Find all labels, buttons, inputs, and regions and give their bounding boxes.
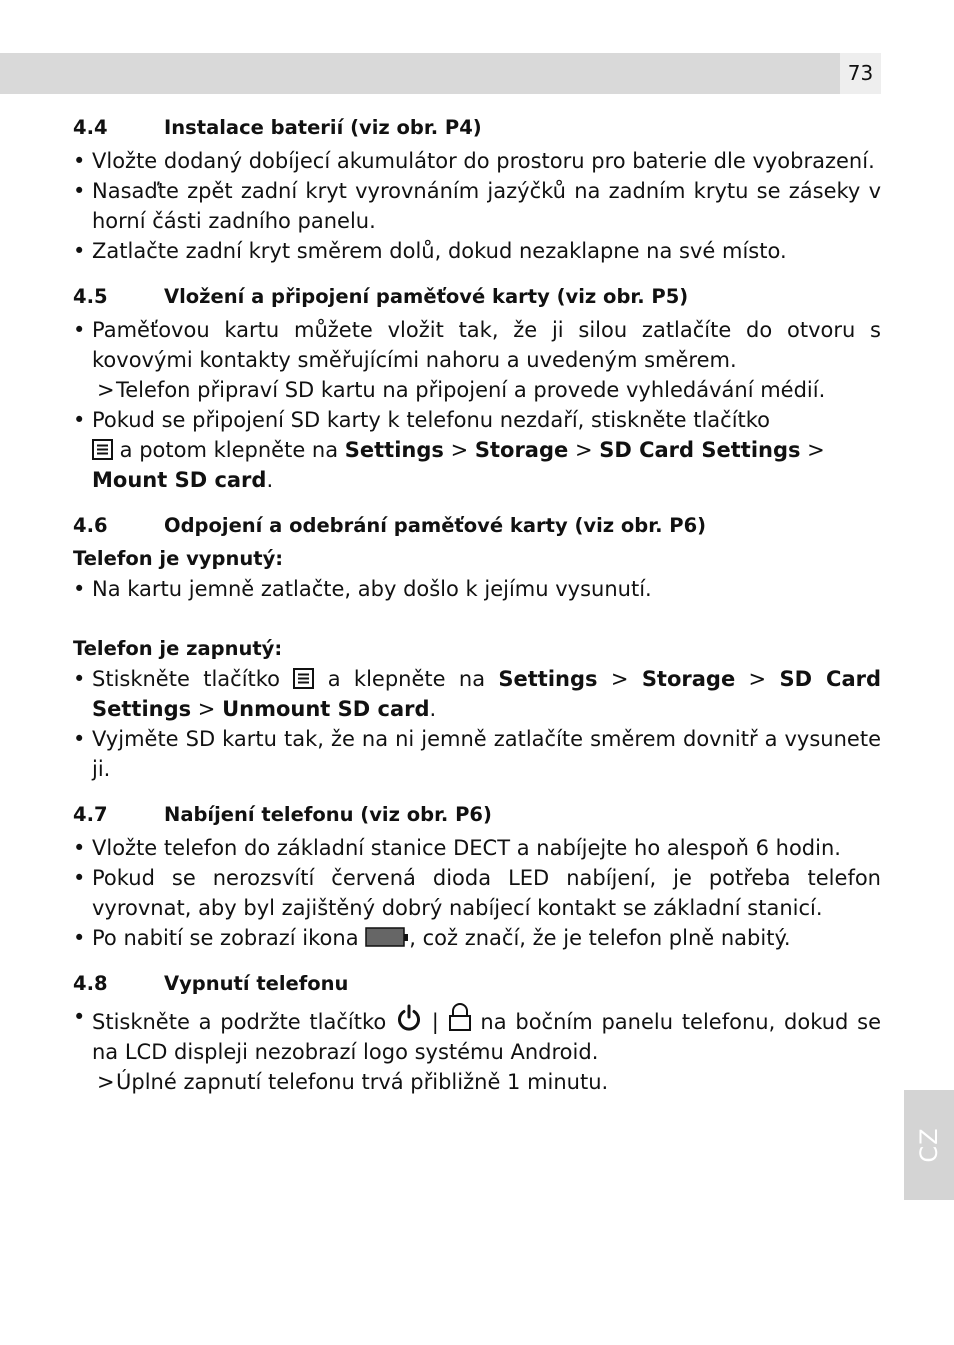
- menu-path-settings: Settings: [498, 667, 598, 691]
- section-title: Odpojení a odebrání paměťové karty (viz obr. P6): [164, 514, 707, 537]
- power-icon: [395, 1004, 423, 1032]
- spacer: [73, 604, 881, 634]
- section-heading-4-7: [73, 800, 881, 830]
- text-span: a klepněte na: [314, 667, 499, 691]
- list-item: • Na kartu jemně zatlačte, aby došlo k jejímu vysunutí.: [73, 574, 881, 604]
- text-span: na bočním panelu telefonu, dokud se na LCD displeji nezobrazí logo systému Android.: [92, 1010, 882, 1064]
- section-number: 4.5: [73, 285, 108, 308]
- text-span: .: [429, 697, 437, 721]
- lock-icon: [448, 1002, 472, 1032]
- menu-path-separator: >: [800, 438, 825, 462]
- section-number: 4.7: [73, 803, 108, 826]
- section-heading-4-5: [73, 282, 881, 312]
- section-number: 4.6: [73, 514, 108, 537]
- page-number: 73: [840, 53, 881, 94]
- menu-path-settings: Settings: [344, 438, 444, 462]
- text-span: |: [423, 1010, 448, 1034]
- text-span: .: [266, 468, 274, 492]
- menu-path-separator: >: [191, 697, 223, 721]
- menu-path-storage: Storage: [474, 438, 569, 462]
- text-span: Stiskněte a podržte tlačítko: [92, 1010, 395, 1034]
- menu-path-sd-card-settings: SD Card Settings: [92, 667, 882, 721]
- language-tab-label: CZ: [915, 1127, 943, 1163]
- menu-path-sd-card-settings: SD Card Settings: [599, 438, 801, 462]
- menu-path-separator: >: [735, 667, 780, 691]
- header-band: [0, 53, 840, 94]
- text-span: Po nabití se zobrazí ikona: [92, 926, 366, 950]
- language-tab: [904, 1090, 954, 1200]
- list-item: • Paměťovou kartu můžete vložit tak, že ji silou zatlačíte do otvoru s kovovými kontakty směřujícími nahoru a uvedeným směrem.: [73, 315, 881, 375]
- subheading-phone-off: Telefon je vypnutý:: [73, 547, 284, 570]
- section-heading-4-4: [73, 113, 881, 143]
- text-span: a potom klepněte na: [113, 438, 345, 462]
- text-span: Stiskněte tlačítko: [92, 667, 294, 691]
- list-item: [73, 923, 881, 953]
- result-item: > Telefon připraví SD kartu na připojení a provede vyhledávání médií.: [73, 375, 881, 405]
- section-number: 4.8: [73, 972, 108, 995]
- menu-key-icon: [92, 439, 113, 460]
- menu-path-mount-sd-card: Mount SD card: [92, 468, 267, 492]
- document-body: [73, 113, 881, 1097]
- text-span: Pokud se připojení SD karty k telefonu nezdaří, stiskněte tlačítko: [92, 408, 771, 432]
- list-item: • Pokud se nerozsvítí červená dioda LED nabíjení, je potřeba telefon vyrovnat, aby byl zajištěný dobrý nabíjecí kontakt se základní stanicí.: [73, 863, 881, 923]
- text-span: , což značí, že je telefon plně nabitý.: [409, 926, 791, 950]
- section-heading-4-8: [73, 969, 881, 999]
- section-title: Nabíjení telefonu (viz obr. P6): [164, 803, 492, 826]
- menu-path-separator: >: [597, 667, 642, 691]
- menu-key-icon: [293, 668, 314, 689]
- section-number: 4.4: [73, 116, 108, 139]
- section-title: Instalace baterií (viz obr. P4): [164, 116, 482, 139]
- result-item: > Úplné zapnutí telefonu trvá přibližně 1 minutu.: [73, 1067, 881, 1097]
- menu-path-unmount-sd-card: Unmount SD card: [222, 697, 430, 721]
- menu-path-separator: >: [568, 438, 600, 462]
- list-item: • Vložte dodaný dobíjecí akumulátor do prostoru pro baterie dle vyobrazení.: [73, 146, 881, 176]
- section-title: Vypnutí telefonu: [164, 972, 349, 995]
- subheading-phone-on: Telefon je zapnutý:: [73, 637, 283, 660]
- menu-path-separator: >: [443, 438, 475, 462]
- list-item: [73, 664, 881, 724]
- list-item: • Zatlačte zadní kryt směrem dolů, dokud nezaklapne na své místo.: [73, 236, 881, 266]
- list-item: • Nasaďte zpět zadní kryt vyrovnáním jazýčků na zadním krytu se záseky v horní části zadního panelu.: [73, 176, 881, 236]
- list-item: • Vyjměte SD kartu tak, že na ni jemně zatlačíte směrem dovnitř a vysunete ji.: [73, 724, 881, 784]
- section-heading-4-6: [73, 511, 881, 541]
- battery-full-icon: [365, 926, 409, 948]
- menu-path-storage: Storage: [641, 667, 736, 691]
- list-item: • Vložte telefon do základní stanice DECT a nabíjejte ho alespoň 6 hodin.: [73, 833, 881, 863]
- list-item: [73, 405, 881, 495]
- list-item: [73, 1002, 881, 1067]
- section-title: Vložení a připojení paměťové karty (viz obr. P5): [164, 285, 689, 308]
